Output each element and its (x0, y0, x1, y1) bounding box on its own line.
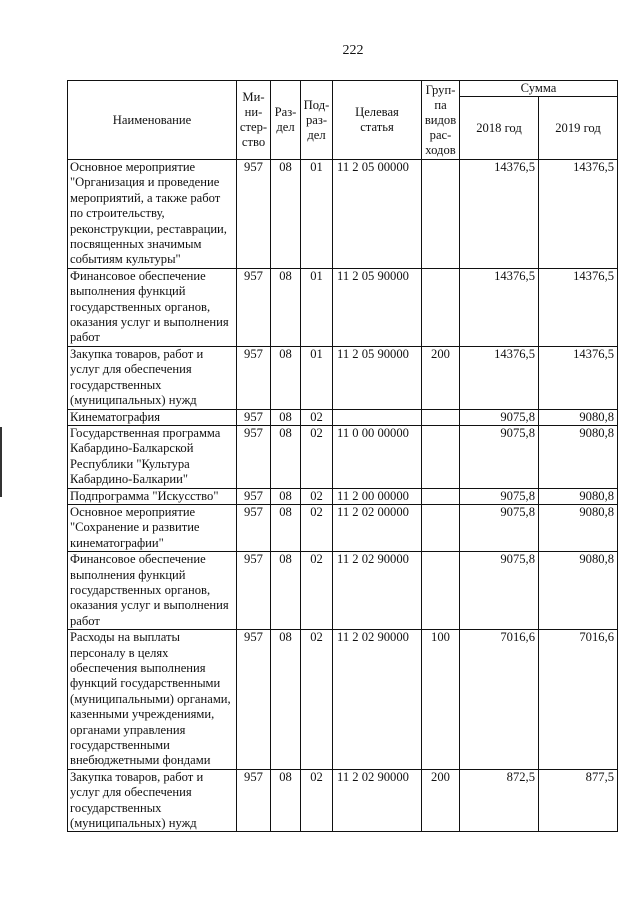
row-section: 08 (271, 268, 301, 346)
row-name: Кинематография (68, 409, 237, 425)
header-sum: Сумма (460, 81, 618, 97)
row-amount-2018: 872,5 (460, 769, 539, 832)
row-group (422, 268, 460, 346)
row-amount-2019: 9080,8 (539, 552, 618, 630)
header-year-2018: 2018 год (460, 97, 539, 160)
row-amount-2019: 9080,8 (539, 504, 618, 551)
header-name: Наименование (68, 81, 237, 160)
budget-table (67, 80, 618, 832)
row-subsection: 02 (301, 504, 333, 551)
row-section: 08 (271, 504, 301, 551)
row-target: 11 2 00 00000 (333, 488, 422, 504)
row-group (422, 409, 460, 425)
table-header (68, 81, 618, 160)
row-ministry: 957 (237, 630, 271, 770)
row-amount-2019: 9080,8 (539, 425, 618, 488)
row-amount-2019: 14376,5 (539, 346, 618, 409)
table-row (68, 346, 618, 409)
row-target: 11 2 05 90000 (333, 346, 422, 409)
header-group: Груп- па видов рас- ходов (422, 81, 460, 160)
row-ministry: 957 (237, 769, 271, 832)
row-name: Основное мероприятие "Сохранение и развитие кинематографии" (68, 504, 237, 551)
row-subsection: 01 (301, 160, 333, 269)
row-group (422, 425, 460, 488)
row-section: 08 (271, 160, 301, 269)
header-section: Раз- дел (271, 81, 301, 160)
row-amount-2019: 9080,8 (539, 409, 618, 425)
row-target: 11 2 02 00000 (333, 504, 422, 551)
row-name: Государственная программа Кабардино-Балкарской Республики "Культура Кабардино-Балкарии" (68, 425, 237, 488)
page-number: 222 (342, 43, 364, 58)
row-amount-2019: 7016,6 (539, 630, 618, 770)
row-target: 11 2 02 90000 (333, 630, 422, 770)
row-subsection: 02 (301, 425, 333, 488)
table-row (68, 409, 618, 425)
row-amount-2018: 9075,8 (460, 409, 539, 425)
row-ministry: 957 (237, 504, 271, 551)
row-target: 11 2 05 90000 (333, 268, 422, 346)
row-subsection: 02 (301, 488, 333, 504)
scan-edge-mark (0, 427, 2, 497)
header-target: Целевая статья (333, 81, 422, 160)
row-name: Расходы на выплаты персоналу в целях обеспечения выполнения функций государственными (муниципальными) органами, казенными учреждениями, органами управления государственными внебюджетными фондами (68, 630, 237, 770)
row-target: 11 0 00 00000 (333, 425, 422, 488)
row-name: Финансовое обеспечение выполнения функций государственных органов, оказания услуг и выполнения работ (68, 552, 237, 630)
row-section: 08 (271, 409, 301, 425)
table-body (68, 160, 618, 832)
row-name: Финансовое обеспечение выполнения функций государственных органов, оказания услуг и выполнения работ (68, 268, 237, 346)
row-name: Закупка товаров, работ и услуг для обеспечения государственных (муниципальных) нужд (68, 769, 237, 832)
row-amount-2018: 9075,8 (460, 488, 539, 504)
row-ministry: 957 (237, 552, 271, 630)
row-subsection: 02 (301, 409, 333, 425)
row-amount-2018: 14376,5 (460, 346, 539, 409)
row-target (333, 409, 422, 425)
row-section: 08 (271, 346, 301, 409)
row-amount-2018: 9075,8 (460, 504, 539, 551)
row-amount-2019: 14376,5 (539, 268, 618, 346)
row-amount-2018: 14376,5 (460, 160, 539, 269)
row-amount-2018: 9075,8 (460, 425, 539, 488)
row-ministry: 957 (237, 425, 271, 488)
table-row (68, 268, 618, 346)
row-amount-2018: 7016,6 (460, 630, 539, 770)
row-name: Закупка товаров, работ и услуг для обеспечения государственных (муниципальных) нужд (68, 346, 237, 409)
table-row (68, 488, 618, 504)
row-amount-2019: 9080,8 (539, 488, 618, 504)
header-ministry: Ми- ни- стер- ство (237, 81, 271, 160)
table-row (68, 630, 618, 770)
row-target: 11 2 05 00000 (333, 160, 422, 269)
row-subsection: 01 (301, 346, 333, 409)
row-subsection: 02 (301, 630, 333, 770)
row-group (422, 488, 460, 504)
header-year-2019: 2019 год (539, 97, 618, 160)
row-group: 100 (422, 630, 460, 770)
row-section: 08 (271, 769, 301, 832)
row-section: 08 (271, 630, 301, 770)
row-subsection: 02 (301, 552, 333, 630)
table-row (68, 769, 618, 832)
table-row (68, 425, 618, 488)
row-subsection: 02 (301, 769, 333, 832)
row-group: 200 (422, 769, 460, 832)
row-ministry: 957 (237, 268, 271, 346)
table-row (68, 504, 618, 551)
row-amount-2018: 14376,5 (460, 268, 539, 346)
row-target: 11 2 02 90000 (333, 552, 422, 630)
row-ministry: 957 (237, 409, 271, 425)
row-group (422, 552, 460, 630)
row-name: Подпрограмма "Искусство" (68, 488, 237, 504)
row-amount-2019: 877,5 (539, 769, 618, 832)
row-amount-2019: 14376,5 (539, 160, 618, 269)
row-group: 200 (422, 346, 460, 409)
row-ministry: 957 (237, 488, 271, 504)
row-name: Основное мероприятие "Организация и проведение мероприятий, а также работ по строительству, реконструкции, реставрации, посвященных значимым событиям культуры" (68, 160, 237, 269)
row-group (422, 160, 460, 269)
row-section: 08 (271, 425, 301, 488)
header-subsection: Под- раз- дел (301, 81, 333, 160)
row-subsection: 01 (301, 268, 333, 346)
row-ministry: 957 (237, 346, 271, 409)
table-row (68, 552, 618, 630)
row-section: 08 (271, 488, 301, 504)
row-target: 11 2 02 90000 (333, 769, 422, 832)
row-ministry: 957 (237, 160, 271, 269)
row-group (422, 504, 460, 551)
table-row (68, 160, 618, 269)
row-section: 08 (271, 552, 301, 630)
row-amount-2018: 9075,8 (460, 552, 539, 630)
